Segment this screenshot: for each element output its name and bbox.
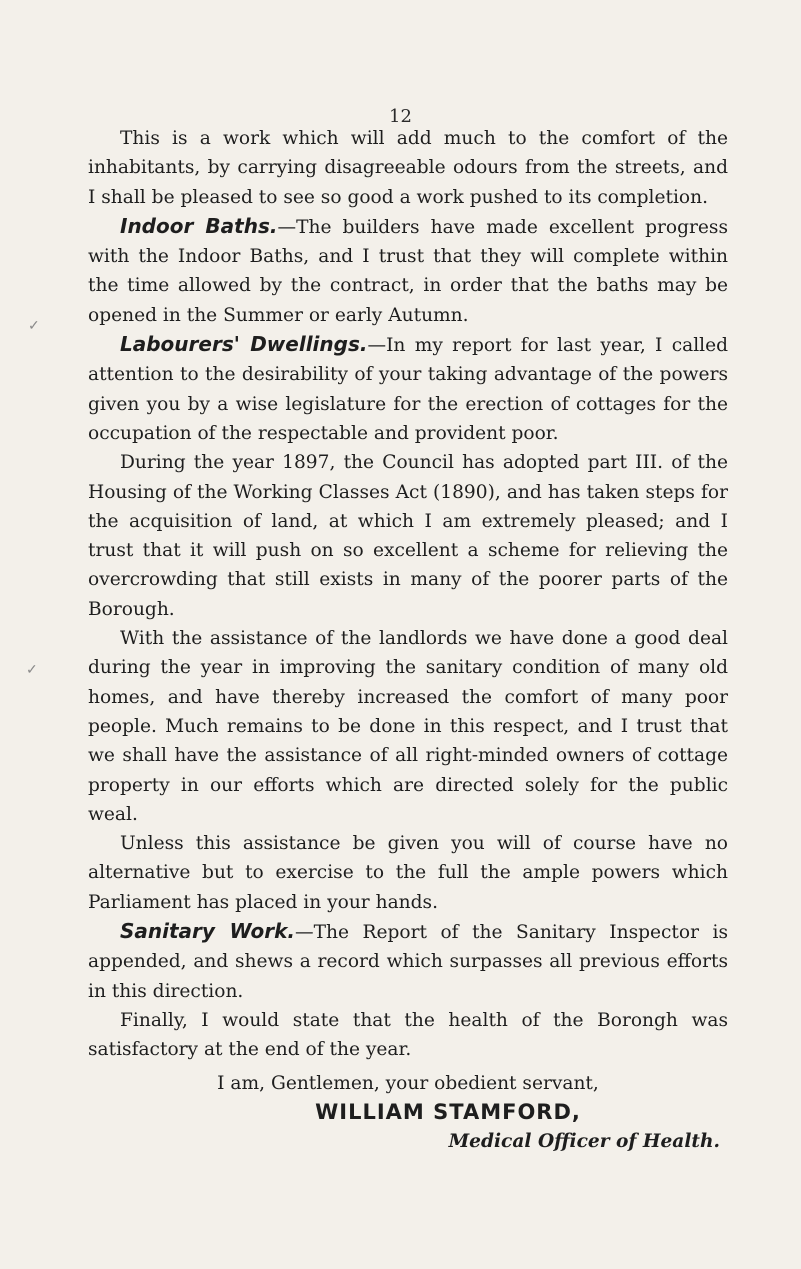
sanitary-work-paragraph — [88, 917, 728, 1006]
labourers-dwellings-text: —In my report for last year, I called attention to the desirability of your taking advantage of the powers given you by a wise legislature for the erection of cottages for the occupation of the respectable and provident poor. — [88, 335, 728, 444]
report-body — [88, 124, 728, 1156]
signature-name: WILLIAM STAMFORD, — [315, 1099, 581, 1124]
sanitary-work-heading: Sanitary Work. — [120, 919, 295, 944]
margin-pencil-mark: ✓ — [28, 318, 40, 334]
indoor-baths-heading: Indoor Baths. — [120, 213, 278, 238]
labourers-dwellings-paragraph — [88, 330, 728, 448]
signature-title: Medical Officer of Health. — [448, 1131, 720, 1153]
landlords-paragraph: With the assistance of the landlords we have done a good deal during the year in improving the sanitary condition of many old homes, and have thereby increased the comfort of many poor people. Much remains to be done in this respect, and I trust that we shall have the assistance of all right-minded owners of cottage property in our efforts which are directed solely for the public weal. — [88, 628, 728, 825]
housing-act-paragraph: During the year 1897, the Council has adopted part III. of the Housing of the Working Classes Act (1890), and has taken steps for the acquisition of land, at which I am extremely pleased; and I trust that it will push on so excellent a scheme for relieving the overcrowding that still exists in many of the poorer parts of the Borough. — [88, 452, 728, 620]
indoor-baths-text: —The builders have made excellent progress with the Indoor Baths, and I trust that they will complete within the time allowed by the contract, in order that the baths may be opened in the Summer or early Autumn. — [88, 216, 728, 326]
margin-pencil-tick: ✓ — [26, 662, 38, 678]
labourers-dwellings-heading: Labourers' Dwellings. — [120, 332, 368, 357]
finally-paragraph: Finally, I would state that the health of the Borongh was satisfactory at the end of the year. — [88, 1009, 728, 1061]
sanitary-work-text: —The Report of the Sanitary Inspector is appended, and shews a record which surpasses all previous efforts in this direction. — [88, 922, 728, 1002]
unless-paragraph: Unless this assistance be given you will of course have no alternative but to exercise to the full the ample powers which Parliament has placed in your hands. — [88, 833, 728, 913]
page-number: 12 — [389, 106, 412, 127]
closing-line: I am, Gentlemen, your obedient servant, — [217, 1072, 599, 1094]
intro-paragraph: This is a work which will add much to the comfort of the inhabitants, by carrying disagreeable odours from the streets, and I shall be pleased to see so good a work pushed to its completion. — [88, 128, 728, 208]
indoor-baths-paragraph — [88, 212, 728, 330]
